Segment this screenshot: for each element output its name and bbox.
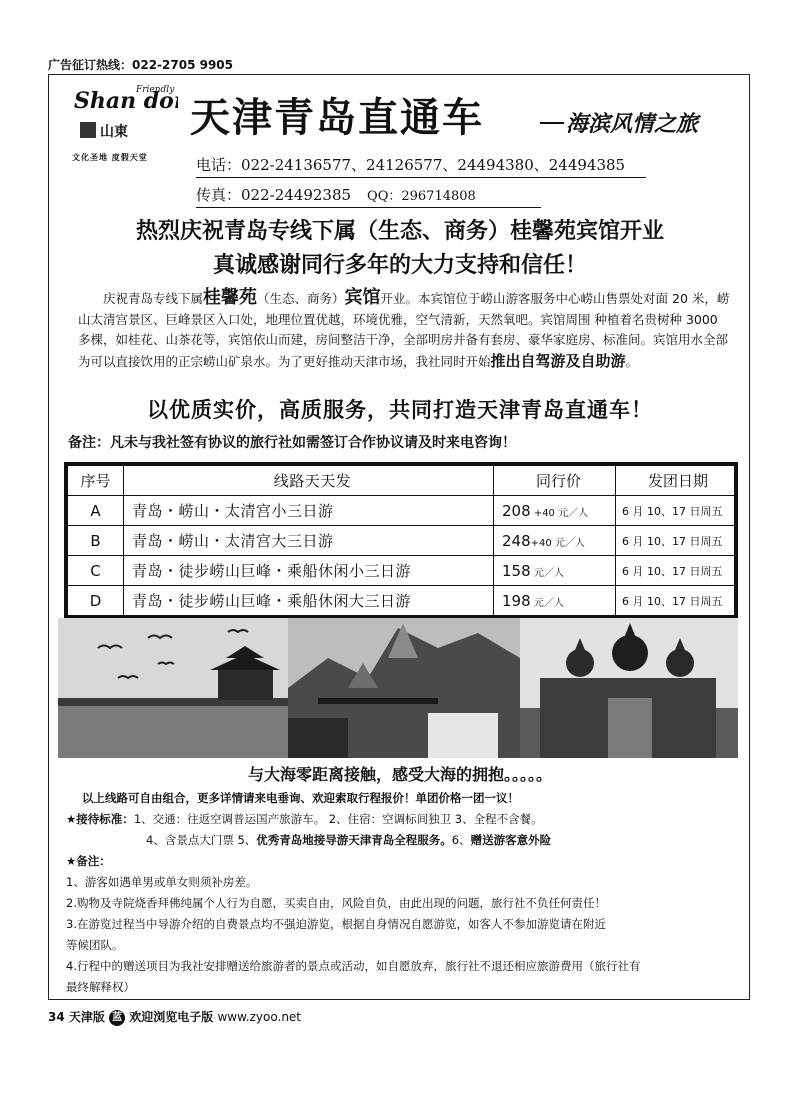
standard-line-2 [66,830,746,851]
intro-text-1: 庆祝青岛专线下属 [103,291,204,306]
price-unit: 元／人 [530,597,564,609]
slogan: 以优质实价，高质服务，共同打造天津青岛直通车！ [147,397,653,422]
page-subtitle: 海滨风情之旅 [566,111,699,137]
logo-script-text: Shan do [74,88,174,114]
row-date: 6 月 10、17 日周五 [616,556,735,586]
blue-badge-icon: 蓝 [109,1010,125,1026]
remarks-label: ★备注： [66,854,111,868]
temple-statues-photo [520,618,738,758]
standard-text-1: 1、交通：往返空调普运国产旅游车。 2、住宿：空调标间独卫 3、全程不含餐。 [133,812,543,826]
laoshan-mountain-photo [288,618,520,758]
qq-number: QQ：296714808 [367,189,476,204]
header-date: 发团日期 [616,466,735,496]
agency-remark: 备注：凡未与我社签有协议的旅行社如需签订合作协议请及时来电咨询！ [68,435,516,451]
row-date: 6 月 10、17 日周五 [616,496,735,526]
price-unit: +40 元／人 [530,537,585,549]
fax-number: 传真：022-24492385 [196,186,352,204]
standard-label: ★接待标准： [66,812,134,826]
table-row [68,496,735,526]
remark-item: 2.购物及寺院烧香拜佛纯属个人行为自愿，买卖自由，风险自负，由此出现的问题，旅行社不负任何责任！ [66,896,606,910]
row-route: 青岛・徒步崂山巨峰・乘船休闲小三日游 [124,556,494,586]
price-value: 158 [502,561,531,580]
photo-strip [58,618,738,758]
row-price [494,526,616,556]
page-title: 天津青岛直通车 [190,94,484,141]
footer-welcome: 欢迎浏览电子版 [129,1010,214,1024]
remark-item: 4.行程中的赠送项目为我社安排赠送给旅游者的景点或活动，如自愿放弃，旅行社不退还相应旅游费用（旅行社有 [66,959,641,973]
row-id: B [68,526,124,556]
standard-line-1 [66,809,746,830]
intro-text-3: 开业。本宾馆位于崂山游客服务中心崂山售票处对面 20 米，崂山太清宫景区、巨峰景区入口处，地理位置优越，环境优雅，空气清新，天然氧吧。宾馆周围 种植着名贵树种 3000 多棵，如桂花、山茶花等，宾馆依山而建，房间整洁干净，全部明房并备有套房、豪华家庭房、标准间。宾馆用水全部为可以直接饮用的正宗崂山矿泉水。为了更好推动天津市场，我社同时开始 [78,291,730,369]
route-table [64,462,738,619]
logo-friendly-text: Friendly [136,85,175,95]
table-header-row [68,466,735,496]
standard-text-2c: 6、 [451,833,471,847]
standard-text-2b: 优秀青岛地接导游天津青岛全程服务。 [256,833,452,847]
ad-hotline: 广告征订热线：022-2705 9905 [48,58,234,72]
intro-paragraph [78,288,730,372]
row-price [494,556,616,586]
footer-url[interactable]: www.zyoo.net [217,1010,302,1024]
phone-numbers: 电话：022-24136577、24126577、24494380、24494385 [196,154,646,178]
standard-text-2a: 4、含景点大门票 5、 [146,833,257,847]
remark-item: 3.在游览过程当中导游介绍的自费景点均不强迫游览，根据自身情况自愿游览，如客人不参加游览请在附近 [66,917,606,931]
remark-item: 1、游客如遇单男或单女则须补房差。 [66,875,258,889]
row-price [494,496,616,526]
row-route: 青岛・崂山・太清宫小三日游 [124,496,494,526]
header-route: 线路天天发 [124,466,494,496]
price-value: 248 [502,531,531,550]
hotel-suffix: 宾馆 [344,287,381,308]
row-date: 6 月 10、17 日周五 [616,526,735,556]
intro-text-4: 。 [625,353,639,369]
seal-icon [80,122,96,138]
price-value: 208 [502,501,531,520]
combo-note: 以上线路可自由组合，更多详情请来电垂询、欢迎索取行程报价！单团价格一团一议！ [82,791,519,805]
price-value: 198 [502,591,531,610]
photo-caption: 与大海零距离接触，感受大海的拥抱。。。。。 [247,765,552,784]
headline-thanks: 真诚感谢同行多年的大力支持和信任！ [212,252,587,278]
table-row [68,526,735,556]
logo-cn-text: 山東 [100,124,128,140]
shandong-logo [70,82,178,162]
header-id: 序号 [68,466,124,496]
row-id: A [68,496,124,526]
title-divider [540,122,564,124]
seaside-pier-photo [58,618,288,758]
hotel-name: 桂馨苑 [203,287,258,308]
row-route: 青岛・崂山・太清宫大三日游 [124,526,494,556]
table-row [68,556,735,586]
price-unit: +40 元／人 [530,507,589,519]
notes-section [66,788,746,998]
intro-text-2: （生态、商务） [257,291,345,306]
header-price: 同行价 [494,466,616,496]
headline-opening: 热烈庆祝青岛专线下属（生态、商务）桂馨苑宾馆开业 [135,218,664,244]
logo-slogan: 文化圣地 度假天堂 [72,153,148,162]
remark-item-cont: 最终解释权） [66,980,135,994]
remark-item-cont: 等候团队。 [66,938,124,952]
row-id: D [68,586,124,616]
price-unit: 元／人 [530,567,564,579]
table-row [68,586,735,616]
fax-qq-line [196,184,541,208]
row-date: 6 月 10、17 日周五 [616,586,735,616]
row-id: C [68,556,124,586]
intro-highlight: 推出自驾游及自助游 [490,351,626,370]
row-price [494,586,616,616]
row-route: 青岛・徒步崂山巨峰・乘船休闲大三日游 [124,586,494,616]
page-footer [48,1008,301,1026]
standard-text-2d: 赠送游客意外险 [470,833,552,847]
page-number: 34 天津版 [48,1010,105,1024]
